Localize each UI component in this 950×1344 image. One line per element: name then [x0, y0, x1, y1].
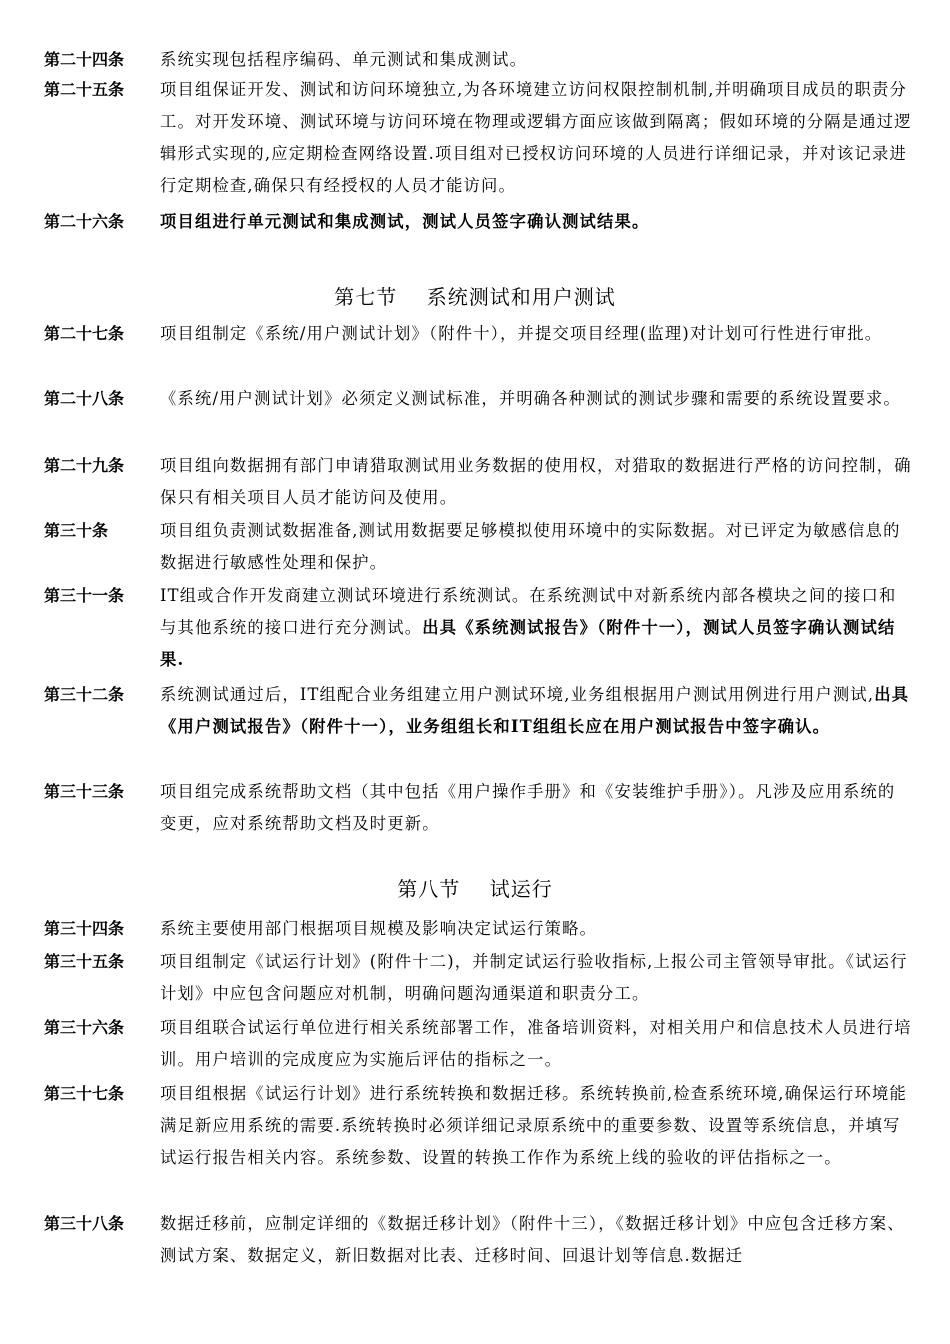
article-bold-text: 出具《用户测试报告》（附件十一），业务组组长和IT组组长应在用户测试报告中签字确认。 — [160, 685, 910, 736]
article-number: 第三十三条 — [44, 782, 125, 801]
article-number: 第二十四条 — [44, 50, 125, 69]
article-number: 第三十一条 — [44, 586, 125, 605]
section-title-8: 第八节 试运行 — [397, 877, 553, 901]
article-text: 项目组负责测试数据准备,测试用数据要足够模拟使用环境中的实际数据。对已评定为敏感信息的数据进行敏感性处理和保护。 — [160, 521, 901, 572]
article-text — [160, 679, 912, 743]
article-text: 数据迁移前，应制定详细的《数据迁移计划》（附件十三），《数据迁移计划》中应包含迁移方案、测试方案、数据定义，新旧数据对比表、迁移时间、回退计划等信息.数据迁 — [160, 1214, 905, 1265]
article-text: 项目组根据《试运行计划》进行系统转换和数据迁移。系统转换前,检查系统环境,确保运行环境能满足新应用系统的需要.系统转换时必须详细记录原系统中的重要参数、设置等系统信息，并填写试运行报告相关内容。系统参数、设置的转换工作作为系统上线的验收的评估指标之一。 — [160, 1084, 907, 1167]
article-text: 项目组制定《系统/用户测试计划》（附件十），并提交项目经理(监理)对计划可行性进行审批。 — [160, 324, 883, 343]
article-bold-text: 项目组进行单元测试和集成测试，测试人员签字确认测试结果。 — [160, 212, 650, 231]
article-text: 系统主要使用部门根据项目规模及影响决定试运行策略。 — [160, 919, 598, 938]
article-text — [160, 580, 912, 676]
article-number: 第三十四条 — [44, 919, 125, 938]
article-number: 第三十八条 — [44, 1214, 125, 1233]
section-title-7: 第七节 系统测试和用户测试 — [334, 285, 616, 309]
article-text: 项目组保证开发、测试和访问环境独立,为各环境建立访问权限控制机制,并明确项目成员的职责分工。对开发环境、测试环境与访问环境在物理或逻辑方面应该做到隔离；假如环境的分隔是通过逻辑形式实现的,应定期检查网络设置.项目组对已授权访问环境的人员进行详细记录，并对该记录进行定期检查,确保只有经授权的人员才能访问。 — [160, 80, 912, 195]
article-text: 项目组联合试运行单位进行相关系统部署工作，准备培训资料，对相关用户和信息技术人员进行培训。用户培训的完成度应为实施后评估的指标之一。 — [160, 1018, 912, 1069]
article-plain-text: 系统测试通过后，IT组配合业务组建立用户测试环境,业务组根据用户测试用例进行用户测试, — [160, 685, 875, 704]
article-bold-text: 出具《系统测试报告》（附件十一），测试人员签字确认测试结果. — [160, 618, 896, 669]
article-text: 项目组向数据拥有部门申请猎取测试用业务数据的使用权，对猎取的数据进行严格的访问控制，确保只有相关项目人员才能访问及使用。 — [160, 456, 912, 507]
article-number: 第三十五条 — [44, 952, 125, 971]
article-number: 第二十五条 — [44, 80, 125, 99]
article-number: 第二十六条 — [44, 212, 125, 231]
article-number: 第二十八条 — [44, 389, 125, 408]
article-number: 第三十七条 — [44, 1084, 125, 1103]
article-text: 《系统/用户测试计划》必须定义测试标准，并明确各种测试的测试步骤和需要的系统设置要求。 — [160, 389, 901, 408]
article-text: 项目组完成系统帮助文档（其中包括《用户操作手册》和《安装维护手册》）。凡涉及应用系统的变更，应对系统帮助文档及时更新。 — [160, 782, 896, 833]
article-text: 系统实现包括程序编码、单元测试和集成测试。 — [160, 50, 528, 69]
article-number: 第三十二条 — [44, 685, 125, 704]
article-text — [160, 206, 912, 238]
article-text: 项目组制定《试运行计划》(附件十二)，并制定试运行验收指标,上报公司主管领导审批。《试运行计划》中应包含问题应对机制，明确问题沟通渠道和职责分工。 — [160, 952, 908, 1003]
article-number: 第三十六条 — [44, 1018, 125, 1037]
article-plain-text: IT组或合作开发商建立测试环境进行系统测试。在系统测试中对新系统内部各模块之间的接口和与其他系统的接口进行充分测试。 — [160, 586, 897, 637]
article-number: 第三十条 — [44, 521, 109, 540]
article-number: 第二十九条 — [44, 456, 125, 475]
article-number: 第二十七条 — [44, 324, 125, 343]
